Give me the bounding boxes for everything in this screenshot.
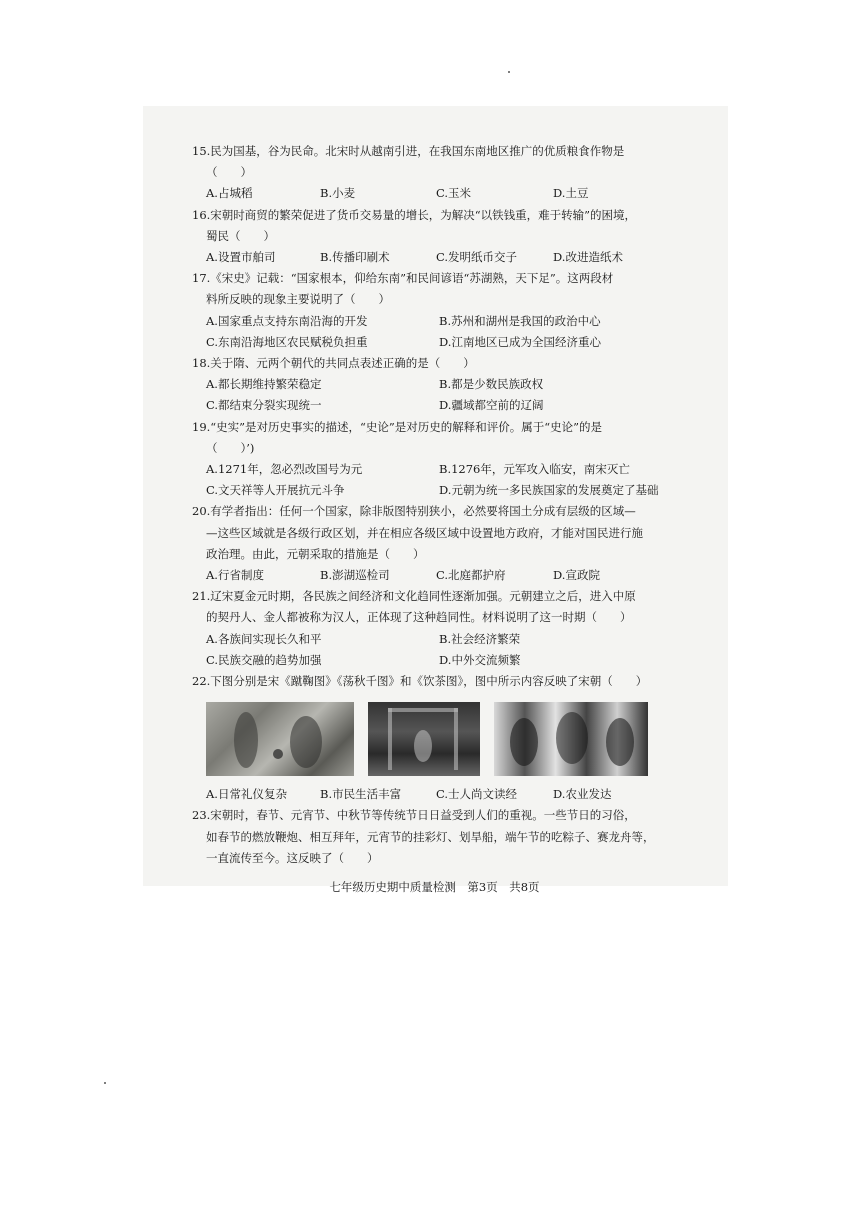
question-19 [192,417,677,502]
scan-speck [508,71,510,73]
page-footer: 七年级历史期中质量检测 第3页 共8页 [329,880,540,895]
question-stem: 21.辽宋夏金元时期，各民族之间经济和文化趋同性逐渐加强。元朝建立之后，进入中原 [192,589,636,604]
option-b: B.传播印刷术 [320,250,390,265]
question-stem: （ ）’) [206,440,255,455]
question-stem: 20.有学者指出：任何一个国家，除非版图特别狭小，必然要将国土分成有层级的区域— [192,504,636,519]
option-d: D.土豆 [553,186,589,201]
option-c: C.东南沿海地区农民赋税负担重 [206,334,368,349]
options [192,629,677,650]
question-21 [192,586,677,671]
options [192,332,677,353]
option-b: B.苏州和湖州是我国的政治中心 [439,313,601,328]
options [192,650,677,671]
option-a: A.设置市舶司 [206,250,276,265]
swing-painting-image [368,702,480,776]
option-d: D.农业发达 [553,787,612,802]
option-b: B.小麦 [320,186,356,201]
question-stem: 23.宋朝时，春节、元宵节、中秋节等传统节日日益受到人们的重视。一些节日的习俗， [192,808,636,823]
question-stem: （ ） [206,165,252,180]
option-b: B.都是少数民族政权 [439,377,544,392]
question-stem: 如春节的燃放鞭炮、相互拜年，元宵节的挂彩灯、划旱船，端午节的吃粽子、赛龙舟等， [206,829,655,844]
option-a: A.占城稻 [206,186,253,201]
question-stem: 16.宋朝时商贸的繁荣促进了货币交易量的增长，为解决“以铁钱重，难于转输”的困境， [192,207,637,222]
option-c: C.民族交融的趋势加强 [206,652,322,667]
question-stem: 15.民为国基，谷为民命。北宋时从越南引进，在我国东南地区推广的优质粮食作物是 [192,144,625,158]
option-b: B.市民生活丰富 [320,787,402,802]
option-a: A.1271年，忽必烈改国号为元 [206,462,363,477]
tea-painting-image [494,702,648,776]
option-c: C.北庭都护府 [436,568,506,583]
options [192,183,677,204]
question-stem: 17.《宋史》记载：“国家根本，仰给东南”和民间谚语“苏湖熟，天下足”。这两段材 [192,271,614,286]
option-a: A.日常礼仪复杂 [206,787,287,802]
options [192,784,677,805]
question-stem: 的契丹人、金人都被称为汉人，正体现了这种趋同性。材料说明了这一时期（ ） [206,610,632,625]
question-20 [192,501,677,586]
question-stem: 蜀民（ ） [206,228,275,243]
question-stem: 料所反映的现象主要说明了（ ） [206,292,390,307]
question-22 [192,671,677,805]
option-d: D.改进造纸术 [553,250,623,265]
question-18 [192,353,677,417]
question-stem: 政治理。由此，元朝采取的措施是（ ） [206,546,425,561]
option-a: A.都长期维持繁荣稳定 [206,377,322,392]
option-c: C.文天祥等人开展抗元斗争 [206,483,345,498]
option-d: D.中外交流频繁 [439,652,521,667]
option-a: A.各族间实现长久和平 [206,631,322,646]
option-d: D.疆域都空前的辽阔 [439,398,544,413]
question-stem: —这些区域就是各级行政区划，并在相应各级区域中设置地方政府，才能对国民进行施 [206,525,643,540]
options [192,311,677,332]
exam-content [192,141,677,898]
question-stem: 22.下图分别是宋《蹴鞠图》《荡秋千图》和《饮茶图》，图中所示内容反映了宋朝（ ） [192,674,648,689]
options [192,374,677,395]
options [192,565,677,586]
question-17 [192,268,677,353]
question-15 [192,141,677,205]
option-d: D.江南地区已成为全国经济重心 [439,334,601,349]
option-d: D.元朝为统一多民族国家的发展奠定了基础 [439,483,659,498]
option-b: B.澎湖巡检司 [320,568,390,583]
options [192,247,677,268]
option-b: B.社会经济繁荣 [439,631,521,646]
options [192,459,677,480]
option-c: C.都结束分裂实现统一 [206,398,322,413]
options [192,480,677,501]
question-16 [192,205,677,269]
option-a: A.国家重点支持东南沿海的开发 [206,313,368,328]
scan-speck [104,1082,106,1084]
option-c: C.玉米 [436,186,472,201]
option-d: D.宣政院 [553,568,600,583]
painting-row [206,702,677,776]
options [192,395,677,416]
option-b: B.1276年，元军攻入临安，南宋灭亡 [439,462,630,477]
question-stem: 18.关于隋、元两个朝代的共同点表述正确的是（ ） [192,356,475,371]
question-stem: 一直流传至今。这反映了（ ） [206,850,379,865]
question-23 [192,805,677,869]
option-c: C.发明纸币交子 [436,250,518,265]
cuju-painting-image [206,702,354,776]
question-stem: 19.“史实”是对历史事实的描述，“史论”是对历史的解释和评价。属于“史论”的是 [192,419,603,434]
option-c: C.士人尚文读经 [436,787,518,802]
option-a: A.行省制度 [206,568,264,583]
